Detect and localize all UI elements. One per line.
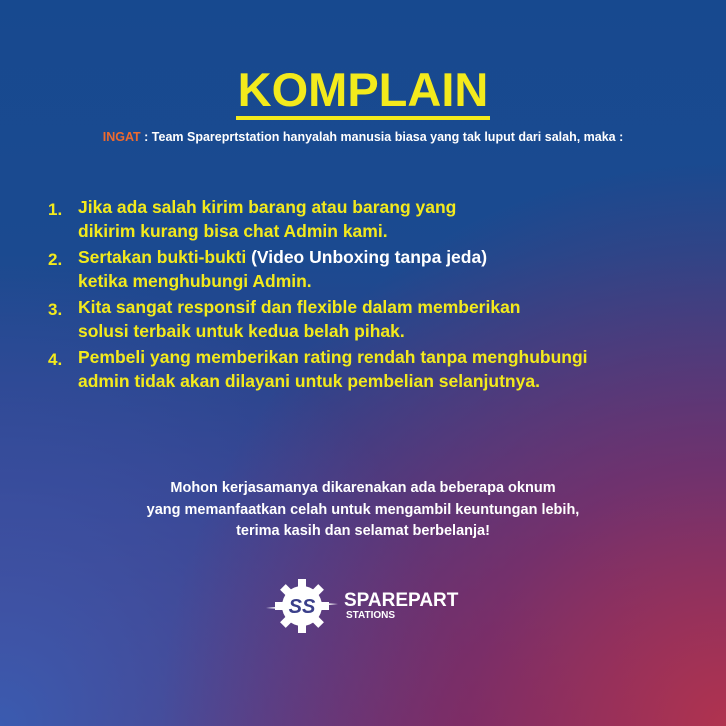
- footer-message: [0, 478, 726, 543]
- gear-icon: [266, 578, 338, 634]
- item-line: Pembeli yang memberikan rating rendah tanpa menghubungi: [78, 347, 588, 367]
- brand-line2: STATIONS: [346, 610, 396, 621]
- list-item: [48, 245, 698, 293]
- item-line: Kita sangat responsif dan flexible dalam memberikan: [78, 297, 521, 317]
- list-item: [48, 345, 698, 393]
- item-line: ketika menghubungi Admin.: [78, 271, 312, 291]
- item-line: Sertakan bukti-bukti: [78, 247, 252, 267]
- footer-line: terima kasih dan selamat berbelanja!: [236, 523, 490, 539]
- footer-line: Mohon kerjasamanya dikarenakan ada beberapa oknum: [170, 480, 556, 496]
- item-line: dikirim kurang bisa chat Admin kami.: [78, 221, 388, 241]
- title-text: KOMPLAIN: [236, 63, 491, 120]
- notice: [0, 130, 726, 144]
- item-number: 1.: [48, 200, 63, 219]
- list-item: [48, 195, 698, 243]
- logo-mark: SS: [288, 596, 316, 618]
- complaint-list: [48, 195, 698, 395]
- brand-logo: [266, 578, 458, 634]
- page-title: [0, 62, 726, 117]
- item-line: solusi terbaik untuk kedua belah pihak.: [78, 321, 405, 341]
- item-number: 2.: [48, 250, 63, 269]
- list-item: [48, 295, 698, 343]
- brand-line1: SPAREPART: [344, 590, 459, 611]
- brand-name: [344, 591, 458, 621]
- notice-keyword: INGAT: [102, 130, 141, 144]
- item-number: 3.: [48, 300, 63, 319]
- item-line: Jika ada salah kirim barang atau barang yang: [78, 197, 457, 217]
- notice-text: : Team Spareprtstation hanyalah manusia biasa yang tak luput dari salah, maka :: [140, 130, 624, 144]
- item-line: admin tidak akan dilayani untuk pembelian selanjutnya.: [78, 371, 540, 391]
- item-number: 4.: [48, 350, 63, 369]
- item-highlight: (Video Unboxing tanpa jeda): [251, 247, 488, 267]
- footer-line: yang memanfaatkan celah untuk mengambil keuntungan lebih,: [146, 501, 580, 518]
